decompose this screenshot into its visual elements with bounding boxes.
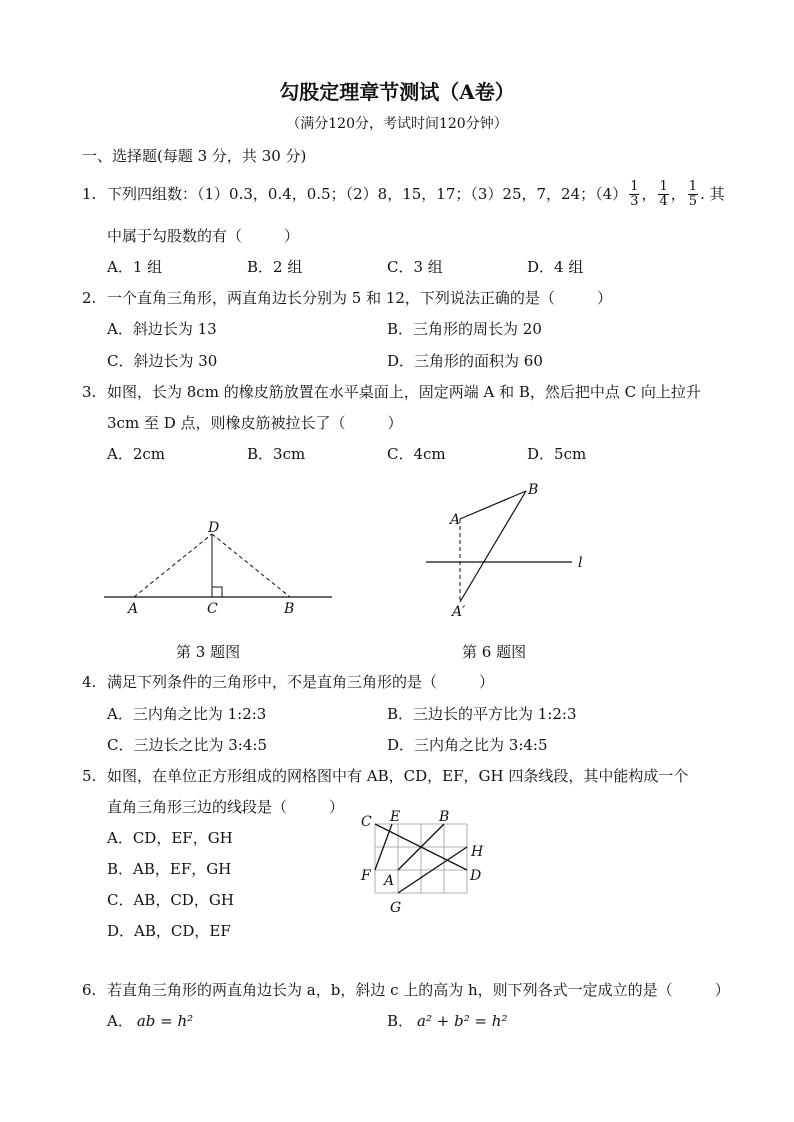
q5-option-c: C．AB，CD，GH — [107, 891, 234, 909]
q1-text-line1: 下列四组数：（1）0.3，0.4，0.5；（2）8，15，17；（3）25，7，24；（4） $\frac{1}{3}$ ， $\frac{1}{4}$ ， $\frac{1}{5}$ . 其 — [107, 178, 725, 209]
fig5-label-c: C — [361, 814, 372, 830]
fig6-label-l: l — [578, 555, 583, 571]
fig3-label-d: D — [208, 520, 220, 536]
q2-option-d: D．三角形的面积为 60 — [387, 352, 543, 370]
q5-text-line2: 直角三角形三边的线段是（ ） — [107, 798, 345, 816]
q1-fraction-3: $\frac{1}{5}$ — [688, 178, 698, 209]
q4-option-d: D．三内角之比为 3:4:5 — [387, 736, 548, 754]
fig5-label-d: D — [470, 868, 482, 884]
page-subtitle: （满分120分，考试时间120分钟） — [286, 116, 508, 132]
fig6-segment-ba2 — [460, 491, 526, 602]
q6-option-b-expr: a² + b² = h² — [417, 1012, 508, 1030]
fig3-caption: 第 3 题图 — [176, 643, 241, 661]
fig5-label-h: H — [471, 844, 484, 860]
section-heading: 一、选择题(每题 3 分，共 30 分) — [82, 147, 307, 165]
q3-option-a: A．2cm — [107, 445, 166, 463]
q6-text: 若直角三角形的两直角边长为 a，b，斜边 c 上的高为 h，则下列各式一定成立的是（ ） — [107, 981, 730, 999]
fig6-label-a-prime: A′ — [452, 604, 466, 620]
q3-option-b: B．3cm — [247, 445, 306, 463]
q6-option-b: B． a² + b² = h² — [387, 1012, 508, 1030]
q5-option-b: B．AB，EF，GH — [107, 860, 232, 878]
q2-option-b: B．三角形的周长为 20 — [387, 320, 542, 338]
q3-text-line1: 如图，长为 8cm 的橡皮筋放置在水平桌面上，固定两端 A 和 B，然后把中点 C 向上拉升 — [107, 383, 701, 401]
q4-text: 满足下列条件的三角形中，不是直角三角形的是（ ） — [107, 673, 495, 691]
q3-text-line2: 3cm 至 D 点，则橡皮筋被拉长了（ ） — [107, 414, 403, 432]
q4-option-c: C．三边长之比为 3:4:5 — [107, 736, 267, 754]
figure-3 — [100, 515, 340, 620]
q4-option-a: A．三内角之比为 1:2:3 — [107, 705, 267, 723]
q5-text-line1: 如图，在单位正方形组成的网格图中有 AB，CD，EF，GH 四条线段，其中能构成一个 — [107, 767, 689, 785]
q1-fraction-2: $\frac{1}{4}$ — [659, 178, 668, 209]
fig5-label-g: G — [390, 900, 402, 916]
q2-option-a: A．斜边长为 13 — [107, 320, 217, 338]
fig3-label-b: B — [284, 601, 295, 617]
fig3-segment-db — [212, 534, 290, 597]
q6-option-a: A． ab = h² — [107, 1012, 194, 1030]
fig3-segment-ad — [134, 534, 212, 597]
fig6-label-a: A — [450, 512, 461, 528]
fig6-segment-ab — [460, 491, 526, 519]
fig5-label-e: E — [390, 809, 401, 825]
fig3-label-a: A — [128, 601, 139, 617]
q5-option-d: D．AB，CD，EF — [107, 922, 231, 940]
q6-number: 6. — [82, 981, 97, 999]
figure-5-grid — [355, 808, 495, 918]
q2-text: 一个直角三角形，两直角边长分别为 5 和 12，下列说法正确的是（ ） — [107, 289, 612, 307]
q4-option-b: B．三边长的平方比为 1:2:3 — [387, 705, 577, 723]
fig3-right-angle — [212, 587, 222, 597]
q2-option-c: C．斜边长为 30 — [107, 352, 218, 370]
fig3-label-c: C — [207, 601, 218, 617]
q1-option-c: C．3 组 — [387, 258, 443, 276]
q1-number: 1. — [82, 185, 97, 203]
page-title: 勾股定理章节测试（A卷） — [279, 80, 515, 104]
fig5-label-f: F — [361, 868, 371, 884]
q4-number: 4. — [82, 673, 97, 691]
q5-option-a: A．CD，EF，GH — [107, 829, 233, 847]
q3-number: 3. — [82, 383, 97, 401]
fig5-label-b: B — [439, 809, 450, 825]
q1-option-d: D．4 组 — [527, 258, 584, 276]
q1-text-b: . 其 — [700, 185, 725, 203]
q1-text-line2: 中属于勾股数的有（ ） — [107, 227, 300, 245]
q3-option-c: C．4cm — [387, 445, 446, 463]
fig5-label-a: A — [384, 873, 395, 889]
q1-option-b: B．2 组 — [247, 258, 303, 276]
q2-number: 2. — [82, 289, 97, 307]
q3-option-d: D．5cm — [527, 445, 587, 463]
fig6-label-b: B — [528, 482, 539, 498]
fig6-caption: 第 6 题图 — [462, 643, 527, 661]
q1-text-a: 下列四组数：（1）0.3，0.4，0.5；（2）8，15，17；（3）25，7，24；（4） — [107, 185, 628, 203]
q6-option-a-expr: ab = h² — [136, 1012, 194, 1030]
q5-number: 5. — [82, 767, 97, 785]
figure-6 — [420, 478, 595, 623]
q1-option-a: A．1 组 — [107, 258, 163, 276]
q1-fraction-1: $\frac{1}{3}$ — [630, 178, 639, 209]
